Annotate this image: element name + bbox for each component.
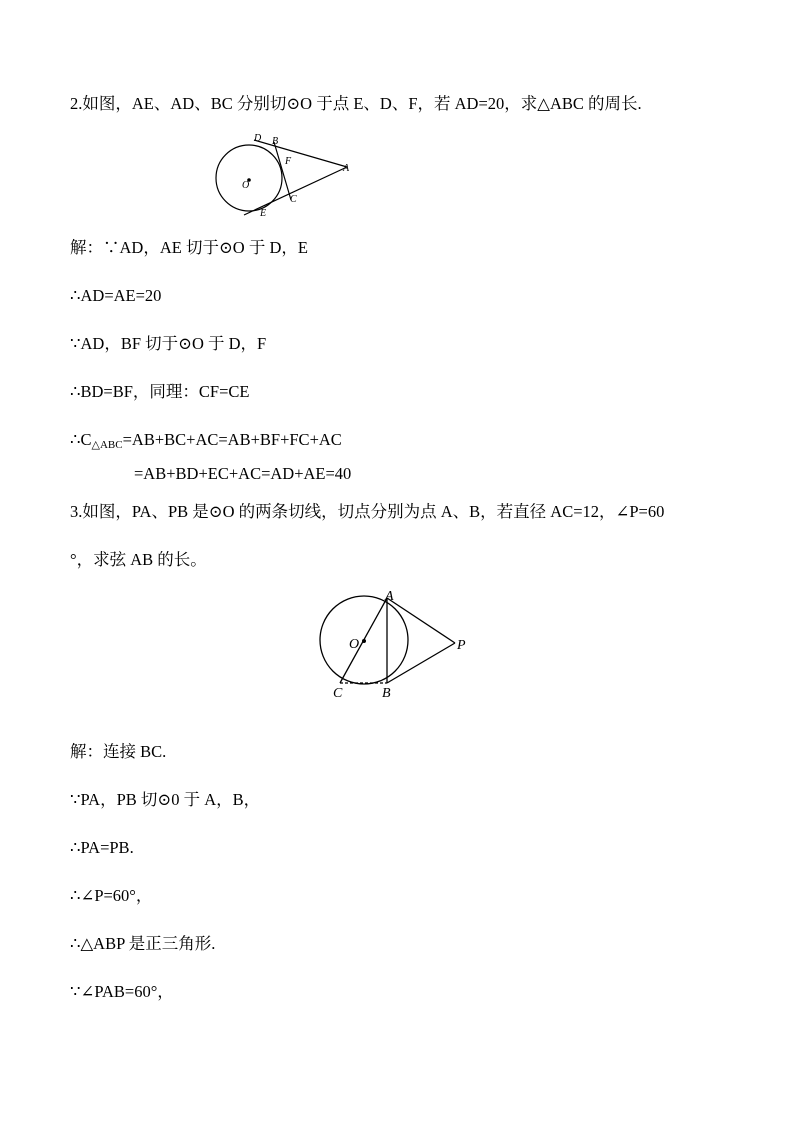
p3-solution-line1: 解：连接 BC.	[70, 742, 167, 761]
p3-solution-line3: ∴PA=PB.	[70, 838, 134, 857]
label-c: C	[290, 194, 297, 205]
p2-solution-line1: 解：∵AD，AE 切于⊙O 于 D，E	[70, 238, 308, 257]
perimeter-subscript: △ABC	[91, 439, 123, 451]
p2-solution-line4: ∴BD=BF，同理：CF=CE	[70, 382, 250, 401]
tangent-ad	[254, 140, 347, 167]
label-d: D	[254, 133, 262, 144]
label-e: E	[260, 208, 267, 219]
label-b: B	[272, 136, 279, 147]
p2-solution-line2: ∴AD=AE=20	[70, 286, 162, 305]
p2-solution-line3: ∵AD，BF 切于⊙O 于 D，F	[70, 334, 267, 353]
label-a: A	[343, 163, 350, 174]
tangent-pb	[387, 643, 455, 683]
label-o: O	[242, 180, 250, 191]
circle-o	[216, 145, 282, 211]
problem2-figure	[214, 130, 354, 220]
p2-solution-line5	[70, 429, 342, 456]
tangent-bc	[274, 142, 291, 200]
p3-solution-line6: ∵∠PAB=60°，	[70, 982, 174, 1001]
p3-solution-line5: ∴△ABP 是正三角形.	[70, 934, 216, 953]
label-o: O	[349, 637, 360, 652]
problem3-question-line2: °，求弦 AB 的长。	[70, 550, 207, 569]
p3-solution-line2: ∵PA，PB 切⊙0 于 A，B，	[70, 790, 261, 809]
problem2-question: 2.如图，AE、AD、BC 分别切⊙O 于点 E、D、F，若 AD=20，求△ABC 的周长.	[70, 94, 642, 113]
label-c: C	[333, 686, 343, 701]
tangent-pa	[387, 598, 455, 643]
perimeter-symbol: ∴C	[70, 430, 92, 449]
label-f: F	[285, 156, 292, 167]
p2-solution-line6: =AB+BD+EC+AC=AD+AE=40	[134, 464, 352, 483]
label-a: A	[385, 589, 394, 604]
perimeter-expression: =AB+BC+AC=AB+BF+FC+AC	[122, 430, 342, 449]
label-p: P	[457, 638, 466, 653]
p3-solution-line4: ∴∠P=60°，	[70, 886, 153, 905]
problem3-figure	[318, 588, 478, 701]
center-point	[362, 639, 366, 643]
label-b: B	[382, 686, 391, 701]
problem3-question-line1: 3.如图，PA、PB 是⊙O 的两条切线，切点分别为点 A、B，若直径 AC=12，∠P=60	[70, 502, 665, 521]
